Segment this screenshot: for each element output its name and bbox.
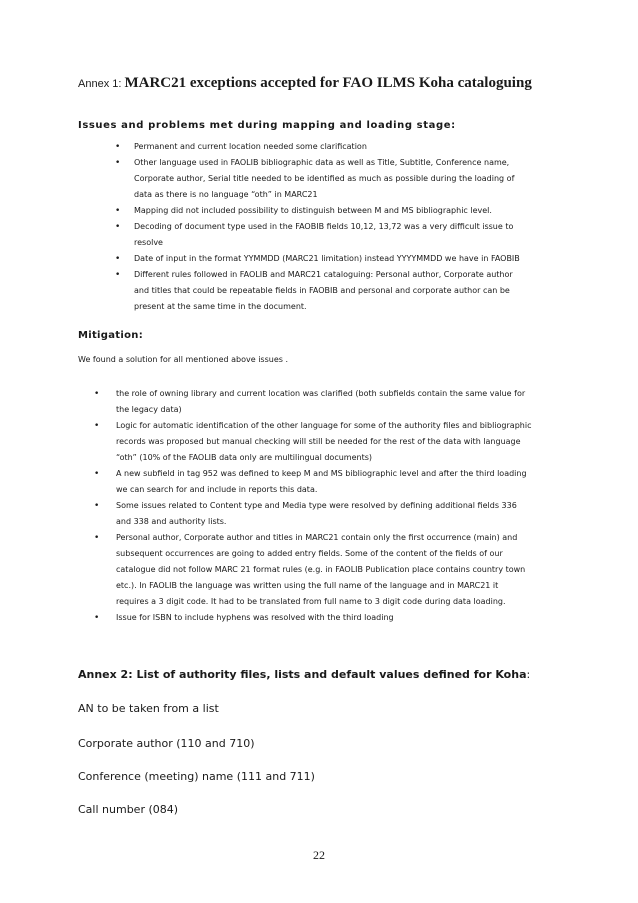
list-item-line: and titles that could be repeatable fields in FAOBIB and personal and corporate author can be: [134, 286, 510, 295]
list-item: [94, 610, 576, 626]
list-item-line: and 338 and authority lists.: [116, 517, 227, 526]
mitigation-heading: Mitigation:: [78, 330, 143, 341]
list-item-line: requires a 3 digit code. It had to be translated from full name to 3 digit code during data loading.: [116, 597, 506, 606]
list-item-line: Logic for automatic identification of the other language for some of the authority files and bibliographic: [116, 421, 532, 430]
annex2-title: Annex 2: List of authority files, lists and default values defined for Koha: [78, 668, 527, 681]
list-item-line: present at the same time in the document.: [134, 302, 307, 311]
bullet-icon: •: [115, 222, 121, 232]
annex2-heading: [78, 668, 530, 681]
bullet-icon: •: [94, 469, 100, 479]
list-item: [115, 251, 574, 267]
list-item: [115, 139, 574, 155]
issues-list: [115, 139, 574, 315]
bullet-icon: •: [115, 270, 121, 280]
list-item-line: Corporate author, Serial title needed to be identified as much as possible during the loading of: [134, 174, 515, 183]
list-item-line: Mapping did not included possibility to distinguish between M and MS bibliographic level.: [134, 206, 492, 215]
annex2-item: Call number (084): [78, 803, 179, 816]
list-item: [94, 466, 576, 498]
bullet-icon: •: [115, 142, 121, 152]
bullet-icon: •: [115, 206, 121, 216]
mitigation-list: [94, 386, 576, 626]
annex2-item: AN to be taken from a list: [78, 702, 219, 715]
list-item-line: Permanent and current location needed some clarification: [134, 142, 367, 151]
list-item-line: records was proposed but manual checking will still be needed for the rest of the data with language: [116, 437, 521, 446]
list-item: [115, 155, 574, 203]
list-item-line: Personal author, Corporate author and titles in MARC21 contain only the first occurrence (main) and: [116, 533, 518, 542]
list-item: [94, 418, 576, 466]
list-item-line: Date of input in the format YYMMDD (MARC21 limitation) instead YYYYMMDD we have in FAOBIB: [134, 254, 520, 263]
list-item-line: catalogue did not follow MARC 21 format rules (e.g. in FAOLIB Publication place contains country town: [116, 565, 526, 574]
list-item-line: A new subfield in tag 952 was defined to keep M and MS bibliographic level and after the third loading: [116, 469, 527, 478]
mitigation-intro: We found a solution for all mentioned above issues .: [78, 355, 289, 364]
annex1-title: MARC21 exceptions accepted for FAO ILMS Koha cataloguing: [124, 75, 532, 91]
issues-heading: Issues and problems met during mapping and loading stage:: [78, 120, 456, 131]
annex1-heading: [78, 75, 532, 92]
bullet-icon: •: [115, 158, 121, 168]
list-item: [94, 498, 576, 530]
list-item-line: “oth” (10% of the FAOLIB data only are multilingual documents): [116, 453, 373, 462]
list-item: [115, 267, 574, 315]
annex1-prefix: Annex 1:: [78, 78, 125, 90]
list-item-line: the legacy data): [116, 405, 182, 414]
bullet-icon: •: [94, 389, 100, 399]
list-item-line: data as there is no language “oth” in MARC21: [134, 190, 318, 199]
list-item: [94, 530, 576, 610]
page-number: 22: [313, 848, 325, 862]
bullet-icon: •: [94, 421, 100, 431]
list-item-line: we can search for and include in reports this data.: [116, 485, 318, 494]
annex2-item: Conference (meeting) name (111 and 711): [78, 770, 315, 783]
bullet-icon: •: [94, 501, 100, 511]
annex2-colon: :: [526, 668, 531, 681]
list-item-line: Issue for ISBN to include hyphens was resolved with the third loading: [116, 613, 394, 622]
list-item: [94, 386, 576, 418]
list-item-line: resolve: [134, 238, 163, 247]
list-item-line: the role of owning library and current location was clarified (both subfields contain the same value for: [116, 389, 526, 398]
list-item: [115, 219, 574, 251]
bullet-icon: •: [115, 254, 121, 264]
list-item-line: Decoding of document type used in the FAOBIB fields 10,12, 13,72 was a very difficult issue to: [134, 222, 514, 231]
list-item-line: etc.). In FAOLIB the language was written using the full name of the language and in MARC21 it: [116, 581, 499, 590]
bullet-icon: •: [94, 613, 100, 623]
list-item-line: Some issues related to Content type and Media type were resolved by defining additional fields 336: [116, 501, 517, 510]
list-item-line: subsequent occurrences are going to added entry fields. Some of the content of the fields of our: [116, 549, 503, 558]
bullet-icon: •: [94, 533, 100, 543]
list-item: [115, 203, 574, 219]
list-item-line: Other language used in FAOLIB bibliographic data as well as Title, Subtitle, Conference name,: [134, 158, 510, 167]
annex2-item: Corporate author (110 and 710): [78, 737, 255, 750]
list-item-line: Different rules followed in FAOLIB and MARC21 cataloguing: Personal author, Corporate author: [134, 270, 513, 279]
